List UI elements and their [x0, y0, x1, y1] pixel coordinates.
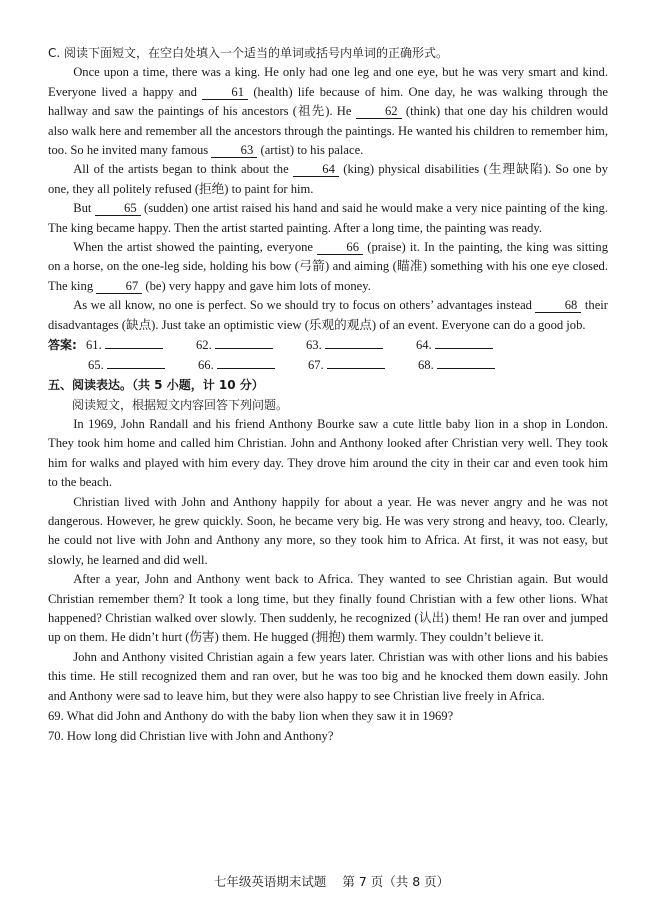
passage1-paragraph-1	[48, 63, 608, 160]
answer-line[interactable]	[327, 356, 385, 369]
answer-number: 64.	[416, 338, 432, 353]
text-run: (king) physical disabilities (生理缺陷). So one by one, they all politely refused (拒绝) to paint for him.	[48, 162, 608, 196]
page-footer	[0, 872, 663, 890]
section-c-heading: C. 阅读下面短文，在空白处填入一个适当的单词或括号内单词的正确形式。	[48, 46, 449, 60]
blank-66[interactable]: 66	[317, 240, 363, 255]
answer-number: 66.	[198, 358, 214, 373]
blank-68[interactable]: 68	[535, 298, 581, 313]
blank-63[interactable]: 63	[211, 143, 257, 158]
answer-line[interactable]	[105, 336, 163, 349]
text-run: All of the artists began to think about the	[73, 162, 293, 177]
blank-67[interactable]: 67	[96, 279, 142, 294]
passage2-paragraph: Christian lived with John and Anthony happily for about a year. He was never angry and he was not dangerous. However, he grew quickly. Soon, he became very big. He was very strong and heavy, too. Clearly, he could not live with John and Anthony any more, so they took him to Africa. At first, it was not easy, but slowly, he learned and did well.	[48, 494, 608, 567]
blank-65[interactable]: 65	[95, 201, 141, 216]
answer-cell	[308, 356, 418, 375]
answer-row-1	[48, 336, 608, 356]
passage2-paragraph: After a year, John and Anthony went back to Africa. They wanted to see Christian again. But would Christian remember them? It took a long time, but they finally found Christian with a few other lions. What happened? Christian walked over slowly. Then suddenly, he recognized (认出) them! He ran over and jumped up on them. He didn’t hurt (伤害) them. He hugged (拥抱) them warmly. They couldn’t believe it.	[48, 572, 608, 645]
text-run: But	[73, 201, 95, 216]
answer-cell	[196, 336, 306, 355]
text-run: (health) life because of him. One day, he was walking through the hallway and saw the paintings of his ancestors (祖先). He	[48, 84, 608, 119]
answer-row-2	[48, 356, 608, 376]
answer-cell	[198, 356, 308, 375]
answer-number: 61.	[86, 338, 102, 353]
passage1-paragraph-5	[48, 296, 608, 335]
text-run: (sudden) one artist raised his hand and said he would make a very nice painting of the king. The king became happy. Then the artist started painting. After a long time, the painting was ready.	[48, 201, 608, 235]
answer-line[interactable]	[437, 356, 495, 369]
answer-number: 67.	[308, 358, 324, 373]
footer-page-number: 第 7 页（共 8 页）	[342, 874, 450, 889]
answer-cell	[306, 336, 416, 355]
section-5-instruction: 阅读短文，根据短文内容回答下列问题。	[72, 397, 289, 412]
passage1-paragraph-3	[48, 199, 608, 238]
page-content	[48, 44, 608, 747]
text-run: (be) very happy and gave him lots of money.	[142, 278, 371, 293]
answer-number: 63.	[306, 338, 322, 353]
blank-64[interactable]: 64	[293, 162, 339, 177]
passage1-paragraph-4	[48, 238, 608, 296]
footer-title: 七年级英语期末试题	[213, 874, 327, 889]
passage2-paragraph: John and Anthony visited Christian again a few years later. Christian was with other lions and his babies this time. He still recognized them and ran over, but he was too big and he knocked them down easily. John and Anthony were sad to leave him, but they were also happy to see Christian live freely in Africa.	[48, 649, 608, 703]
question-69: 69. What did John and Anthony do with the baby lion when they saw it in 1969?	[48, 709, 454, 723]
answer-line[interactable]	[107, 356, 165, 369]
answer-cell	[88, 356, 198, 375]
answer-cell	[416, 336, 526, 355]
passage1-paragraph-2	[48, 160, 608, 199]
answer-number: 68.	[418, 358, 434, 373]
answer-line[interactable]	[217, 356, 275, 369]
passage2-paragraph: In 1969, John Randall and his friend Anthony Bourke saw a cute little baby lion in a shop in London. They took him home and called him Christian. John and Anthony looked after Christian very well. They took him for walks and played with him every day. They drove him around the city in their car and even took him to the beach.	[48, 416, 608, 490]
answer-number: 65.	[88, 358, 104, 373]
blank-61[interactable]: 61	[202, 85, 248, 100]
answer-sheet	[48, 336, 608, 376]
text-run: Once upon a time, there was a king. He only had one leg and one eye, but he was very smart and kind. Everyone lived a happy and	[48, 65, 608, 99]
answer-number: 62.	[196, 338, 212, 353]
question-70: 70. How long did Christian live with John and Anthony?	[48, 729, 334, 744]
section-5-heading: 五、阅读表达。（共 5 小题，计 10 分）	[48, 378, 264, 393]
answer-line[interactable]	[435, 336, 493, 349]
answer-line[interactable]	[325, 336, 383, 349]
answer-cell	[418, 356, 528, 375]
text-run: their disadvantages (缺点). Just take an optimistic view (乐观的观点) of an event. Everyone can do a good job.	[48, 298, 609, 332]
text-run: (think) that one day his children would also walk here and remember all the ancestors through the paintings. He wanted his children to remember him, too. So he invited many famous	[48, 104, 608, 158]
answer-cell	[86, 336, 196, 355]
blank-62[interactable]: 62	[356, 104, 402, 119]
answer-line[interactable]	[215, 336, 273, 349]
text-run: As we all know, no one is perfect. So we should try to focus on others’ advantages instead	[73, 298, 536, 313]
text-run: (praise) it. In the painting, the king was sitting on a horse, on the one-leg side, holding his bow (弓箭) and aiming (瞄准) something with his one eye closed. The king	[48, 240, 608, 293]
text-run: When the artist showed the painting, everyone	[73, 240, 318, 255]
answers-label: 答案:	[48, 338, 77, 353]
text-run: (artist) to his palace.	[257, 143, 364, 158]
